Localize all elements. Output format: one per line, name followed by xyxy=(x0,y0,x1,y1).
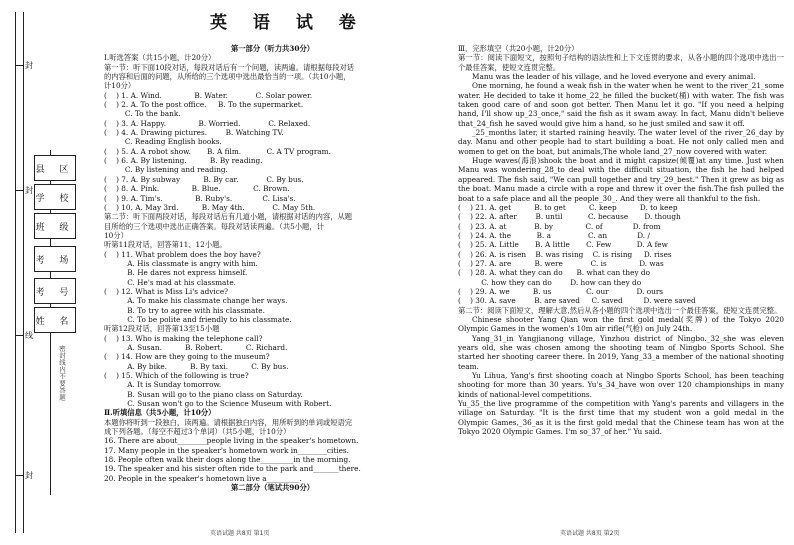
seal-mark: 封 xyxy=(25,186,33,195)
answer-option-row: C. how they can do D. how can they do xyxy=(458,277,642,287)
paragraph: 第二节：阅读下面短文，理解大意,然后从各小题的四个选项中选出一个最佳答案，使短文连贯完整。 xyxy=(458,305,782,315)
answer-option-row: ( ) 22. A. after B. until C. because D. though xyxy=(458,212,681,222)
binding-tick xyxy=(15,335,23,336)
page-footer-right: 英语试题 共8页 第2页 xyxy=(560,530,620,537)
text-line: C. Reading English books. xyxy=(104,137,222,147)
text-line: 本题你将听到一段独白，读两遍。请根据独白内容，用所听到的单词或短语完 xyxy=(104,417,353,427)
paragraph: Chinese shooter Yang Qian won the first gold medal(奖牌) of the Tokyo 2020 Olympic Games in the women's 10m air rifle(气枪) on July 24th. xyxy=(458,314,784,334)
text-line: 第二部分（笔试共90分） xyxy=(230,483,315,493)
text-line: ( ) 12. What is Miss Li's advice? xyxy=(104,286,229,296)
paragraph: Yu_35_the live programme of the competition with Yang's parents and villagers in the village on Saturday. "It is the first time that my student won a gold medal in the Olympic Games,_36_as it is the first gold medal that the Chinese team has won at the Tokyo 2020 Olympic Games. I'm so_37_of her." Yu said. xyxy=(458,399,784,437)
text-line: ( ) 4. A. Drawing pictures. B. Watching TV. xyxy=(104,128,284,138)
text-line: ( ) 9. A. Tim's. B. Ruby's. C. Lisa's. xyxy=(104,193,296,203)
seal-mark: 封 xyxy=(25,471,33,480)
text-line: B. Susan will go to the piano class on Saturday. xyxy=(104,389,303,399)
answer-option-row: ( ) 26. A. is risen B. was rising C. is rising D. rises xyxy=(458,249,672,259)
text-line: A. By bike. B. By taxi. C. By bus. xyxy=(104,361,289,371)
text-line: C. Susan won't go to the Science Museum with Robert. xyxy=(104,399,332,409)
binding-tick xyxy=(15,65,23,66)
text-line: 听第12段对话，回答第13至15小题 xyxy=(104,324,220,334)
binding-line xyxy=(23,12,24,533)
binding-tick xyxy=(15,475,23,476)
county-field[interactable]: 县 区 xyxy=(34,155,76,181)
text-line: 计10分） xyxy=(104,81,136,91)
text-line: A. To make his classmate change her ways. xyxy=(104,296,288,306)
exam-number-field[interactable]: 考 号 xyxy=(34,278,76,304)
text-line: 第二节：听下面两段对话，每段对话后有几道小题，请根据对话的内容，从题 xyxy=(104,212,353,222)
text-line: C. He's mad at his classmate. xyxy=(104,277,236,287)
exam-room-field[interactable]: 考 场 xyxy=(34,246,76,272)
answer-option-row: ( ) 25. A. Little B. A little C. Few D. A few xyxy=(458,240,668,250)
left-column xyxy=(104,44,441,493)
text-line: ( ) 13. Who is making the telephone call? xyxy=(104,333,263,343)
page-title: 英 语 试 卷 xyxy=(210,13,366,33)
paragraph: Yang_31_in Yangjianong village, Yinzhou district of Ningbo._32_she was eleven years old, she was chosen among the shooting team of Ningbo Sports School. She started her shooting career there. In 2019, Yang_33_a member of the national shooting team. xyxy=(458,333,784,371)
paragraph: _25_months later, it started raining heavily. The water level of the river_26_day by day. Manu and other people had to start building a boat. He not only called men and women to get on the boat, but animals,The whole land_27_now covered with water. xyxy=(458,128,784,156)
paragraph: Manu was the leader of his village, and he loved everyone and every animal. xyxy=(472,72,756,82)
text-line: ( ) 11. What problem does the boy have? xyxy=(104,249,261,259)
binding-line xyxy=(15,12,16,533)
name-field[interactable]: 姓 名 xyxy=(34,307,76,333)
right-column xyxy=(458,44,784,436)
text-line: 第一节：听下面10段对话，每段对话后有一个问题，读两遍。请根据每段对话 xyxy=(104,62,355,72)
text-line: 17. Many people in the speaker's hometown work in________cities. xyxy=(104,445,349,455)
answer-option-row: ( ) 30. A. save B. are saved C. saved D. were saved xyxy=(458,296,696,306)
text-line: ( ) 5. A. A robot show. B. A film. C. A TV program. xyxy=(104,146,331,156)
text-line: ( ) 2. A. To the post office. B. To the supermarket. xyxy=(104,100,304,110)
text-line: C. To be polite and friendly to his classmate. xyxy=(104,314,292,324)
paragraph: Huge waves(海浪)shook the boat and it might capsize(倾覆)at any time. Just when Manu was wondering_28_to deal with the difficult situation, the fish he had helped appeared. The fish said, "We can pull together and try_29_best." Then it grew as big as the boat. Manu made a circle with a rope and threw it over the fish.The fish pulled the boat to a safe place and all the people_30_. And they were all thankful to the fish. xyxy=(458,156,784,203)
answer-option-row: ( ) 23. A. at B. by C. of D. from xyxy=(458,221,661,231)
text-line: A. It is Sunday tomorrow. xyxy=(104,380,222,390)
class-field[interactable]: 班 级 xyxy=(34,213,76,239)
text-line: ( ) 6. A. By listening. B. By reading. xyxy=(104,156,263,166)
text-line: ( ) 1. A. Wind. B. Water. C. Solar power. xyxy=(104,90,313,100)
text-line: 的内容和后面的问题，从所给的三个选项中选出最恰当的一项。（共10小题， xyxy=(104,72,351,82)
text-line: ( ) 7. A. By subway B. By car. C. By bus. xyxy=(104,174,304,184)
text-line: B. To try to agree with his classmate. xyxy=(104,305,265,315)
paragraph: Yu Lihua, Yang's first shooting coach at Ningbo Sports School, has been teaching shooting for more than 30 years. Yu's_34_have won over 120 championships in many kinds of national-level competitions. xyxy=(458,371,784,399)
text-line: Ⅱ.听填信息（共5小题，计10分） xyxy=(104,408,216,418)
text-line: C. To the bank. xyxy=(104,109,181,119)
no-answer-notice: 密封线内不要答题 xyxy=(58,345,66,401)
text-line: A. His classmate is angry with him. xyxy=(104,258,258,268)
answer-option-row: ( ) 21. A. get B. to get C. keep D. to keep xyxy=(458,202,678,212)
text-line: 16. There are about________people living in the speaker's hometown. xyxy=(104,436,359,446)
text-line: ( ) 14. How are they going to the museum? xyxy=(104,352,270,362)
answer-option-row: ( ) 27. A. are B. were C. is D. was xyxy=(458,258,664,268)
seal-mark: 线 xyxy=(25,331,33,340)
answer-option-row: ( ) 28. A. what they can do B. what can they do xyxy=(458,268,650,278)
paragraph: One morning, he found a weak fish in the water when he went to the river_21_some water. He decided to take it home_22_he filled the bucket(桶) with water. The fish was taken good care of and soon got better. Then Manu let it go. "If you need a helping hand, I'll show up_23_once," said the fish as it swam away. In fact, Manu didn't believe that_24_fish he saved would give him a hand, so he just smiled and saw it off. xyxy=(458,81,784,128)
text-line: 19. The speaker and his sister often ride to the park and_______there. xyxy=(104,464,361,474)
text-line: 10分） xyxy=(104,230,128,240)
text-line: 目所给的三个选项中选出正确答案。每段对话读两遍。（共5小题，计 xyxy=(104,221,324,231)
answer-option-row: ( ) 29. A. we B. us C. our D. ours xyxy=(458,286,664,296)
paragraph: 第一节：阅读下面短文，按照句子结构的语法性和上下文连贯的要求，从各小题的四个选项中选出一个最佳答案，使短文连贯完整。 xyxy=(458,53,784,72)
paragraph: Ⅲ．完形填空（共20小题，计20分） xyxy=(458,44,579,53)
seal-mark: 封 xyxy=(25,61,33,70)
text-line: C. By listening and reading. xyxy=(104,165,228,175)
text-line: ( ) 15. Which of the following is true? xyxy=(104,371,249,381)
text-line: ( ) 3. A. Happy. B. Worried. C. Relaxed. xyxy=(104,118,311,128)
text-line: 20. People in the speaker's hometown live a_________. xyxy=(104,473,302,483)
binding-tick xyxy=(15,190,23,191)
text-line: 听第11段对话，回答第11、12小题。 xyxy=(104,240,227,250)
text-line: 成下列各题。（每空不超过3个单词）（共5小题，计10分） xyxy=(104,427,291,437)
text-line: ( ) 8. A. Pink. B. Blue. C. Brown. xyxy=(104,184,290,194)
binding-strip xyxy=(0,0,82,545)
page-footer-left: 英语试题 共8页 第1页 xyxy=(210,530,270,537)
answer-option-row: ( ) 24. A. the B. a C. an D. / xyxy=(458,230,650,240)
text-line: I.听选答案（共15小题，计20分） xyxy=(104,53,216,63)
school-field[interactable]: 学 校 xyxy=(34,184,76,210)
text-line: 18. People often walk their dogs along the_________in the morning. xyxy=(104,455,351,465)
text-line: A. Susan. B. Robert. C. Richard. xyxy=(104,343,288,352)
text-line: 第一部分（听力共30分） xyxy=(230,44,315,53)
text-line: B. He dares not express himself. xyxy=(104,268,248,278)
text-line: ( ) 10. A. May 3rd. B. May 4th. C. May 5th. xyxy=(104,202,316,212)
